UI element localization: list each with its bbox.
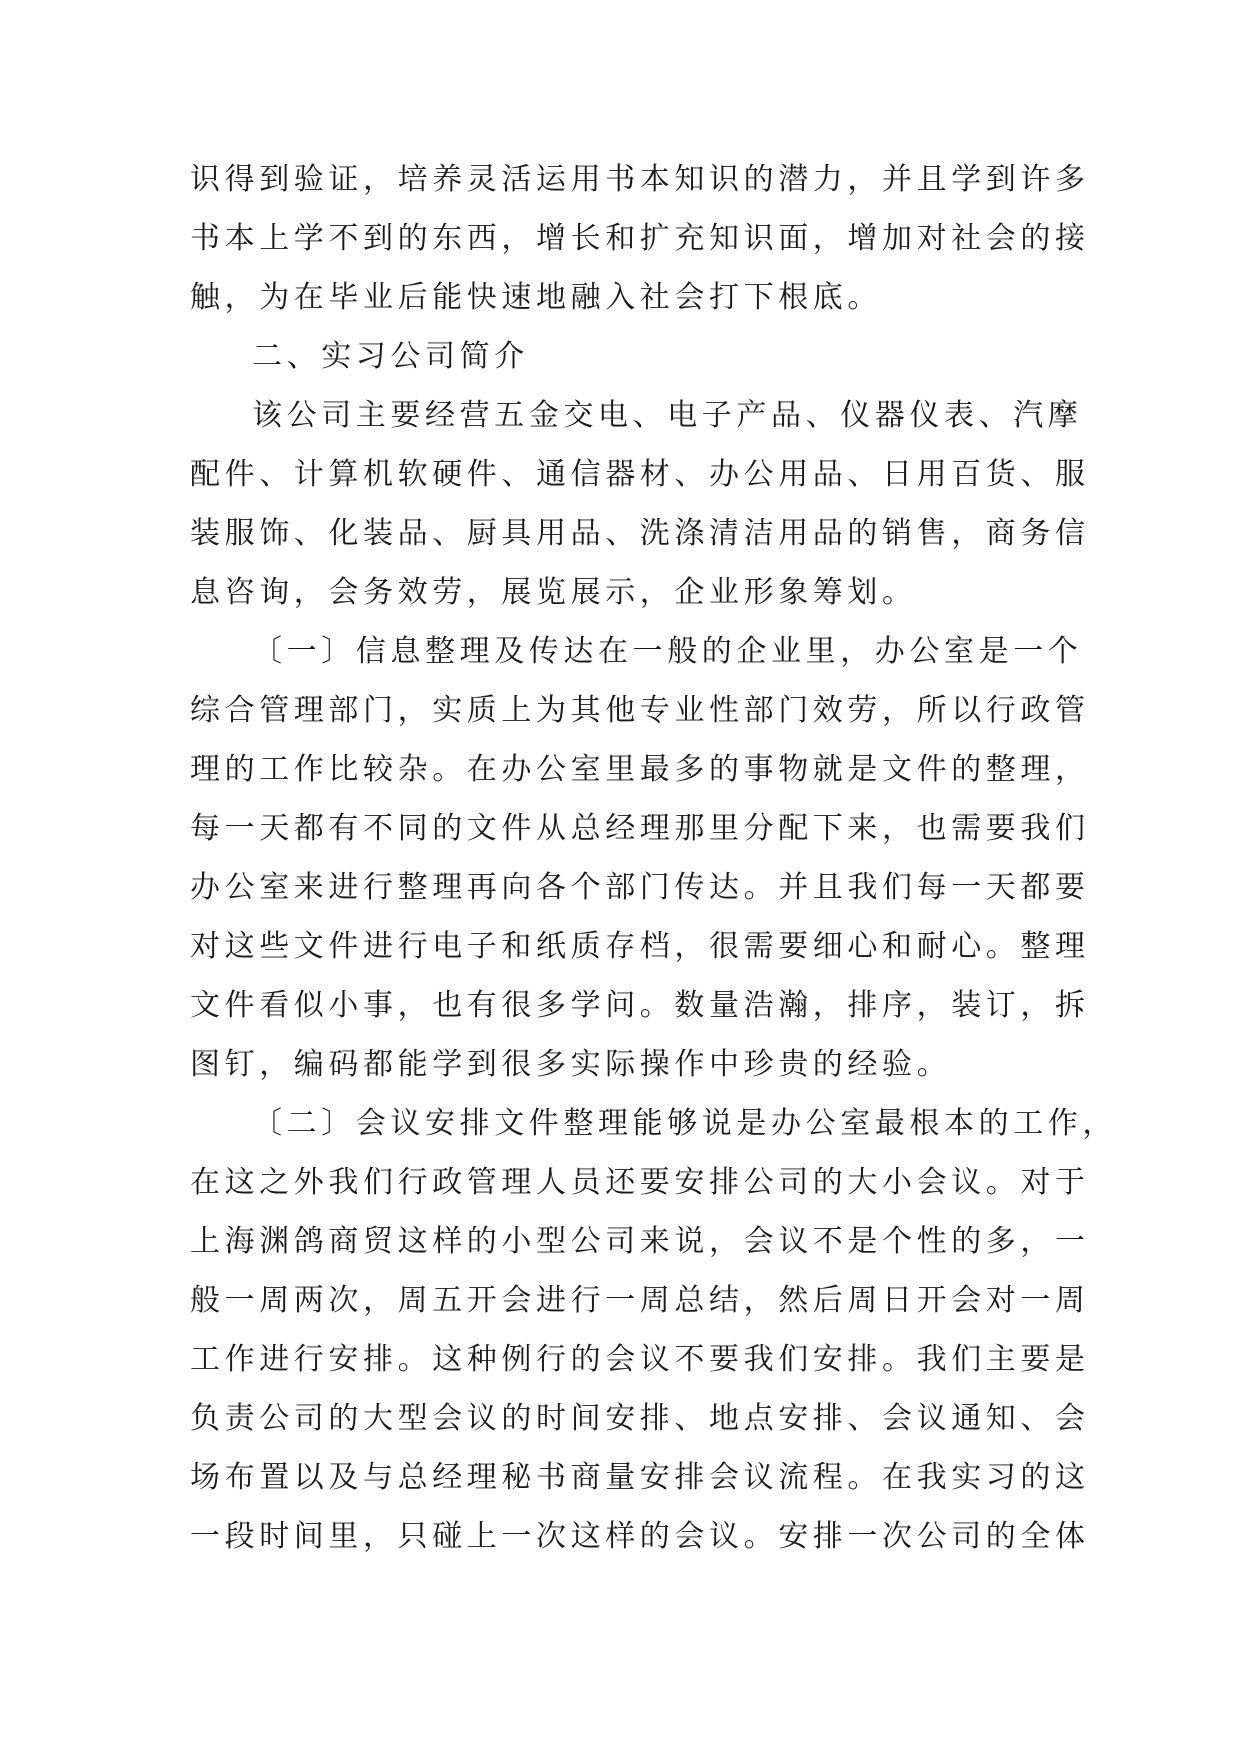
subsection-line: 〔二〕会议安排文件整理能够说是办公室最根本的工作， <box>252 1106 1117 1141</box>
subsection-line: 〔一〕信息整理及传达在一般的企业里，办公室是一个 <box>252 634 1083 669</box>
text-line: 书本上学不到的东西，增长和扩充知识面，增加对社会的接 <box>190 221 1090 256</box>
text-line: 理的工作比较杂。在办公室里最多的事物就是文件的整理， <box>190 752 1090 787</box>
text-line: 般一周两次，周五开会进行一周总结，然后周日开会对一周 <box>190 1283 1090 1318</box>
text-line: 配件、计算机软硬件、通信器材、办公用品、日用百货、服 <box>190 457 1090 492</box>
text-line: 该公司主要经营五金交电、电子产品、仪器仪表、汽摩 <box>252 398 1083 433</box>
text-line: 一段时间里，只碰上一次这样的会议。安排一次公司的全体 <box>190 1519 1090 1554</box>
text-line: 装服饰、化装品、厨具用品、洗涤清洁用品的销售，商务信 <box>190 516 1090 551</box>
text-line: 图钉，编码都能学到很多实际操作中珍贵的经验。 <box>190 1047 952 1082</box>
text-line: 工作进行安排。这种例行的会议不要我们安排。我们主要是 <box>190 1342 1090 1377</box>
text-line: 综合管理部门，实质上为其他专业性部门效劳，所以行政管 <box>190 693 1090 728</box>
body-text <box>190 150 1117 1566</box>
text-line: 办公室来进行整理再向各个部门传达。并且我们每一天都要 <box>190 870 1090 905</box>
text-line: 每一天都有不同的文件从总经理那里分配下来，也需要我们 <box>190 811 1090 846</box>
text-line: 对这些文件进行电子和纸质存档，很需要细心和耐心。整理 <box>190 929 1090 964</box>
text-line: 文件看似小事，也有很多学问。数量浩瀚，排序，装订，拆 <box>190 988 1090 1023</box>
text-line: 触，为在毕业后能快速地融入社会打下根底。 <box>190 280 882 315</box>
text-line: 在这之外我们行政管理人员还要安排公司的大小会议。对于 <box>190 1165 1090 1200</box>
text-line: 上海渊鸽商贸这样的小型公司来说，会议不是个性的多，一 <box>190 1224 1090 1259</box>
text-line: 识得到验证，培养灵活运用书本知识的潜力，并且学到许多 <box>190 162 1090 197</box>
text-line: 息咨询，会务效劳，展览展示，企业形象筹划。 <box>190 575 917 610</box>
section-heading: 二、实习公司简介 <box>252 339 529 374</box>
text-line: 场布置以及与总经理秘书商量安排会议流程。在我实习的这 <box>190 1460 1090 1495</box>
text-line: 负责公司的大型会议的时间安排、地点安排、会议通知、会 <box>190 1401 1090 1436</box>
